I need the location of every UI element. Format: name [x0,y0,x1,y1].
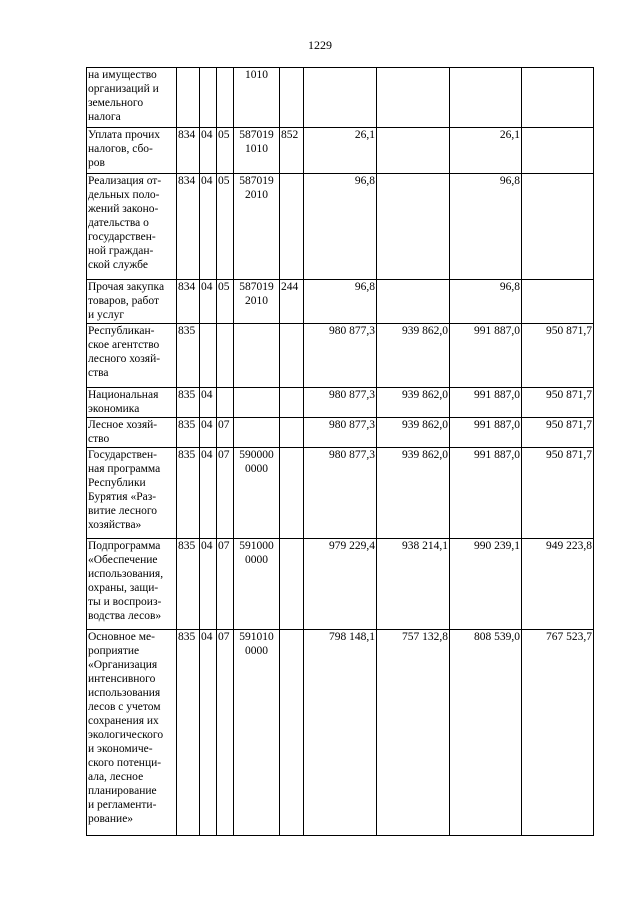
table-row [87,448,594,539]
target-article-code: 587019 1010 [234,128,280,174]
amount-col-4: 950 871,7 [522,418,594,448]
ministry-code: 835 [177,448,200,539]
subsection-code [217,68,234,128]
table-row [87,418,594,448]
amount-col-3: 26,1 [450,128,522,174]
target-article-code [234,418,280,448]
amount-col-2: 939 862,0 [377,448,450,539]
section-code [200,324,217,388]
target-article-code: 587019 2010 [234,280,280,324]
amount-col-1: 798 148,1 [304,630,377,836]
amount-col-2 [377,174,450,280]
table-row [87,174,594,280]
amount-col-1: 980 877,3 [304,418,377,448]
amount-col-3: 96,8 [450,174,522,280]
amount-col-4: 950 871,7 [522,324,594,388]
page-number: 1229 [308,38,332,52]
budget-table [86,67,594,836]
section-code: 04 [200,174,217,280]
amount-col-1: 96,8 [304,174,377,280]
amount-col-2: 939 862,0 [377,418,450,448]
amount-col-1: 980 877,3 [304,448,377,539]
amount-col-3: 808 539,0 [450,630,522,836]
amount-col-1: 980 877,3 [304,324,377,388]
subsection-code: 05 [217,128,234,174]
table-row [87,539,594,630]
amount-col-1: 980 877,3 [304,388,377,418]
row-name: Основное ме- роприятие «Организация интенсивного использования лесов с учетом сохранения их экологического и экономиче- ского потенци- ала, лесное планирование и регламенти- рование» [87,630,177,836]
subsection-code: 05 [217,174,234,280]
expense-type-code [280,388,304,418]
amount-col-2 [377,128,450,174]
table-row [87,280,594,324]
target-article-code: 590000 0000 [234,448,280,539]
table-row [87,128,594,174]
table-row [87,68,594,128]
amount-col-1: 96,8 [304,280,377,324]
ministry-code: 834 [177,280,200,324]
amount-col-2: 939 862,0 [377,388,450,418]
target-article-code: 591000 0000 [234,539,280,630]
row-name: Прочая закупка товаров, работ и услуг [87,280,177,324]
amount-col-4 [522,68,594,128]
section-code: 04 [200,128,217,174]
expense-type-code [280,68,304,128]
row-name: Национальная экономика [87,388,177,418]
amount-col-4: 767 523,7 [522,630,594,836]
target-article-code: 591010 0000 [234,630,280,836]
table-row [87,630,594,836]
subsection-code [217,388,234,418]
amount-col-1: 979 229,4 [304,539,377,630]
subsection-code [217,324,234,388]
expense-type-code [280,448,304,539]
section-code: 04 [200,418,217,448]
target-article-code: 1010 [234,68,280,128]
amount-col-3: 991 887,0 [450,418,522,448]
subsection-code: 07 [217,539,234,630]
ministry-code: 835 [177,539,200,630]
expense-type-code [280,174,304,280]
expense-type-code [280,324,304,388]
row-name: на имущество организаций и земельного налога [87,68,177,128]
table-row [87,324,594,388]
subsection-code: 07 [217,630,234,836]
amount-col-3: 991 887,0 [450,388,522,418]
expense-type-code: 852 [280,128,304,174]
ministry-code: 835 [177,324,200,388]
row-name: Уплата прочих налогов, сбо- ров [87,128,177,174]
expense-type-code: 244 [280,280,304,324]
amount-col-4: 950 871,7 [522,388,594,418]
section-code: 04 [200,448,217,539]
section-code: 04 [200,280,217,324]
amount-col-2: 938 214,1 [377,539,450,630]
amount-col-1: 26,1 [304,128,377,174]
expense-type-code [280,630,304,836]
row-name: Лесное хозяй- ство [87,418,177,448]
amount-col-2 [377,280,450,324]
subsection-code: 07 [217,448,234,539]
amount-col-3: 990 239,1 [450,539,522,630]
amount-col-1 [304,68,377,128]
subsection-code: 07 [217,418,234,448]
ministry-code: 835 [177,630,200,836]
row-name: Республикан- ское агентство лесного хозяй- ства [87,324,177,388]
amount-col-4 [522,174,594,280]
amount-col-3: 96,8 [450,280,522,324]
amount-col-2: 757 132,8 [377,630,450,836]
section-code: 04 [200,539,217,630]
table-row [87,388,594,418]
section-code: 04 [200,630,217,836]
expense-type-code [280,418,304,448]
amount-col-2: 939 862,0 [377,324,450,388]
amount-col-4: 950 871,7 [522,448,594,539]
expense-type-code [280,539,304,630]
row-name: Подпрограмма «Обеспечение использования, охраны, защи- ты и воспроиз- водства лесов» [87,539,177,630]
row-name: Реализация от- дельных поло- жений законо- дательства о государствен- ной граждан- ской службе [87,174,177,280]
subsection-code: 05 [217,280,234,324]
section-code: 04 [200,388,217,418]
amount-col-4: 949 223,8 [522,539,594,630]
ministry-code: 834 [177,128,200,174]
ministry-code: 834 [177,174,200,280]
amount-col-4 [522,128,594,174]
target-article-code [234,324,280,388]
section-code [200,68,217,128]
target-article-code [234,388,280,418]
ministry-code [177,68,200,128]
amount-col-2 [377,68,450,128]
amount-col-3 [450,68,522,128]
ministry-code: 835 [177,388,200,418]
ministry-code: 835 [177,418,200,448]
amount-col-4 [522,280,594,324]
amount-col-3: 991 887,0 [450,448,522,539]
target-article-code: 587019 2010 [234,174,280,280]
amount-col-3: 991 887,0 [450,324,522,388]
row-name: Государствен- ная программа Республики Бурятия «Раз- витие лесного хозяйства» [87,448,177,539]
